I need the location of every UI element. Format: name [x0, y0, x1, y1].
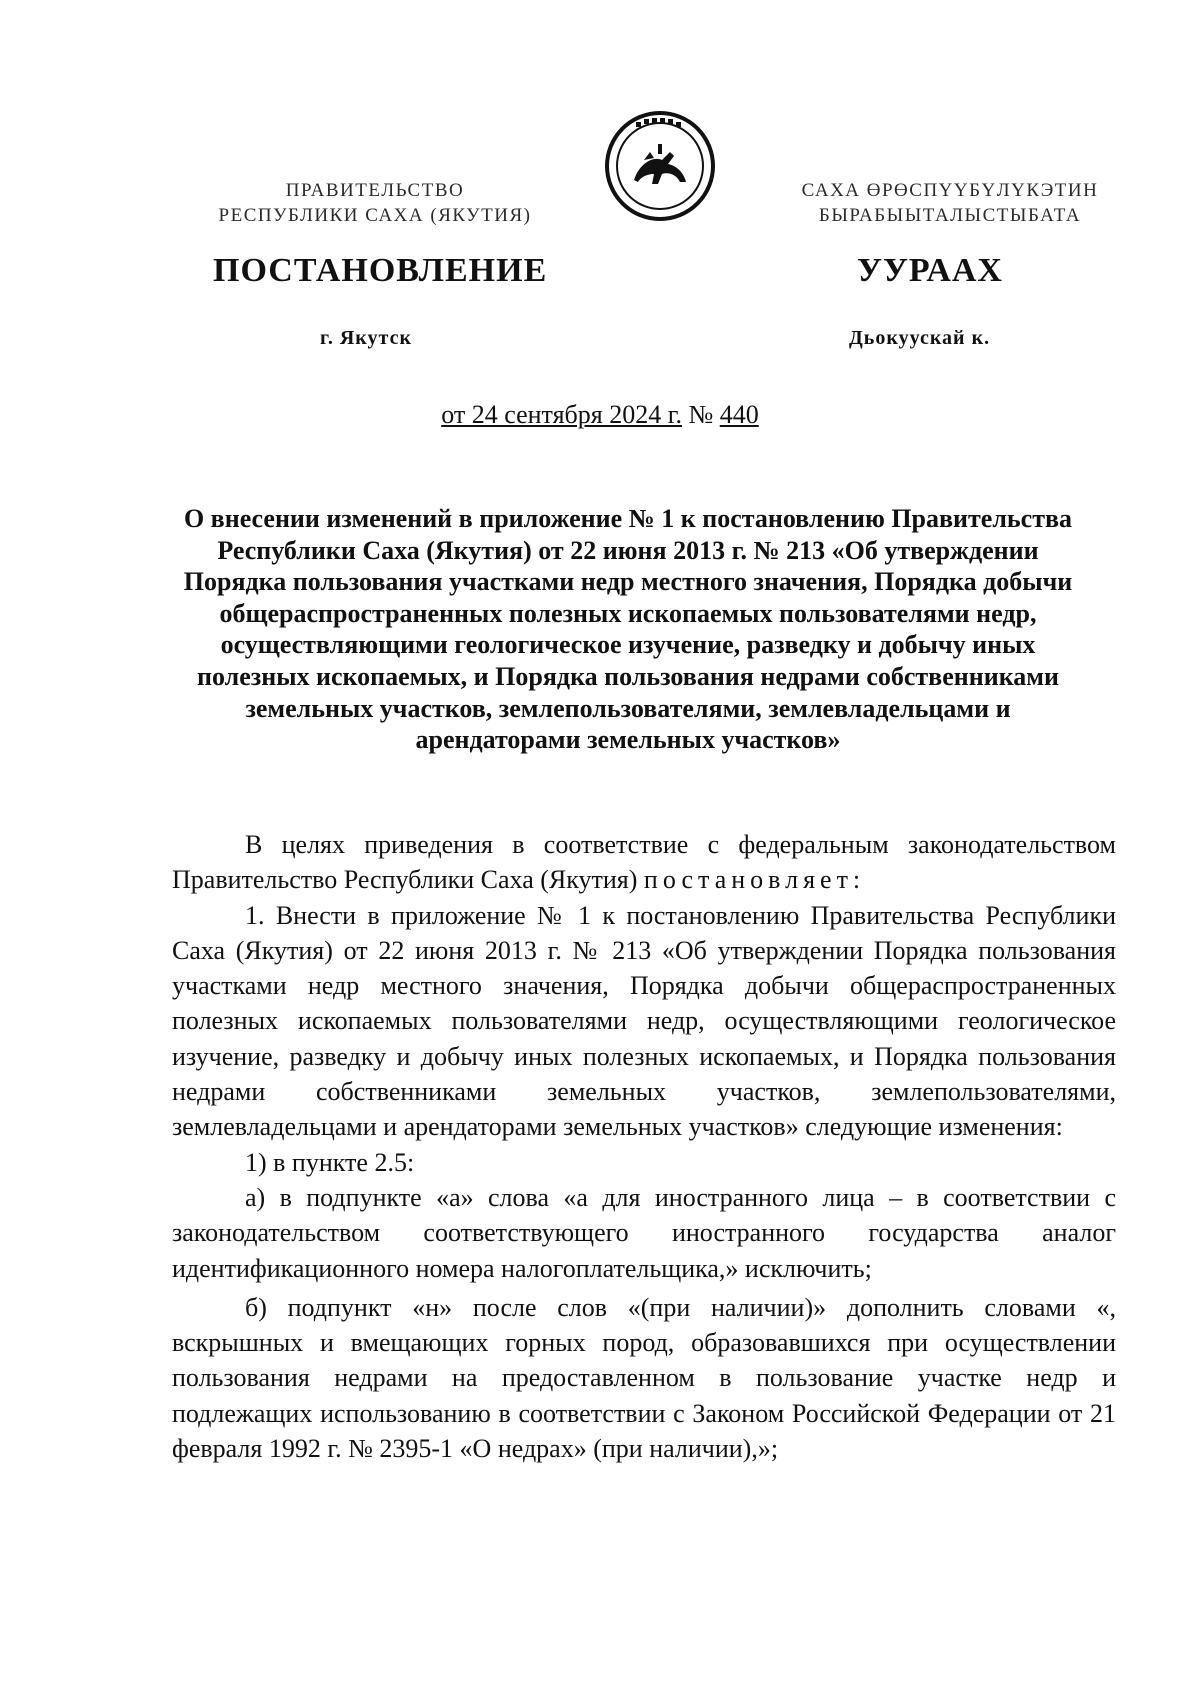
city-yakut: Дьокуускай к. [849, 327, 991, 349]
document-title: О внесении изменений в приложение № 1 к постановлению Правительства Республики Саха (Якутия) от 22 июня 2013 г. № 213 «Об утверждении Порядка пользования участками недр местного значения, Порядка добычи общераспространенных полезных ископаемых пользователями недр, осуществляющими геологическое изучение, разведку и добычу иных полезных ископаемых, и Порядка пользования недрами собственниками земельных участков, землепользователями, землевладельцами и арендаторами земельных участков» [183, 504, 1073, 755]
document-number: 440 [719, 400, 759, 429]
left-organization-name [160, 178, 590, 228]
preamble-keyword: постановляет: [643, 865, 866, 895]
left-org-line-1: ПРАВИТЕЛЬСТВО [285, 180, 465, 201]
item-1-paragraph: 1. Внести в приложение № 1 к постановлению Правительства Республики Саха (Якутия) от 22 июня 2013 г. № 213 «Об утверждении Порядка пользования участками недр местного значения, Порядка добычи общераспространенных полезных ископаемых пользователями недр, осуществляющими геологическое изучение, разведку и добычу иных полезных ископаемых, и Порядка пользования недрами собственниками земельных участков, землепользователями, землевладельцами и арендаторами земельных участков» следующие изменения: [172, 900, 1116, 1142]
doc-type-yakut: УУРААХ [857, 252, 1003, 289]
subitem-1b-paragraph: б) подпункт «н» после слов «(при наличии)» дополнить словами «, вскрышных и вмещающих горных пород, образовавшихся при осуществлении пользования недрами на предоставленном в пользование участке недр и подлежащих использованию в соответствии с Законом Российской Федерации от 21 февраля 1992 г. № 2395-1 «О недрах» (при наличии),»; [172, 1292, 1116, 1464]
right-org-line-1: САХА ӨРӨСПҮҮБҮЛҮКЭТИН [801, 180, 1099, 201]
preamble-text: В целях приведения в соответствие с федеральным законодательством Правительство Республики Саха (Якутия) [172, 830, 1116, 895]
subitem-1a-paragraph: а) в подпункте «а» слова «а для иностранного лица – в соответствии с законодательством соответствующего иностранного государства аналог идентификационного номера налогоплательщика,» исключить; [172, 1182, 1116, 1283]
number-sign: № [688, 400, 714, 429]
document-body [172, 827, 1116, 1466]
coat-of-arms-emblem [604, 110, 716, 222]
date-and-number-line [0, 400, 1200, 430]
city-russian: г. Якутск [320, 327, 412, 349]
right-org-line-2: БЫРАБЫЫТАЛЫСТЫБАТА [818, 205, 1082, 226]
doc-type-russian: ПОСТАНОВЛЕНИЕ [213, 252, 548, 289]
right-organization-name [735, 178, 1165, 228]
left-org-line-2: РЕСПУБЛИКИ САХА (ЯКУТИЯ) [218, 205, 532, 226]
document-date: от 24 сентября 2024 г. [441, 400, 682, 429]
preamble-paragraph [172, 827, 1116, 898]
subitem-1-paragraph: 1) в пункте 2.5: [245, 1147, 415, 1177]
